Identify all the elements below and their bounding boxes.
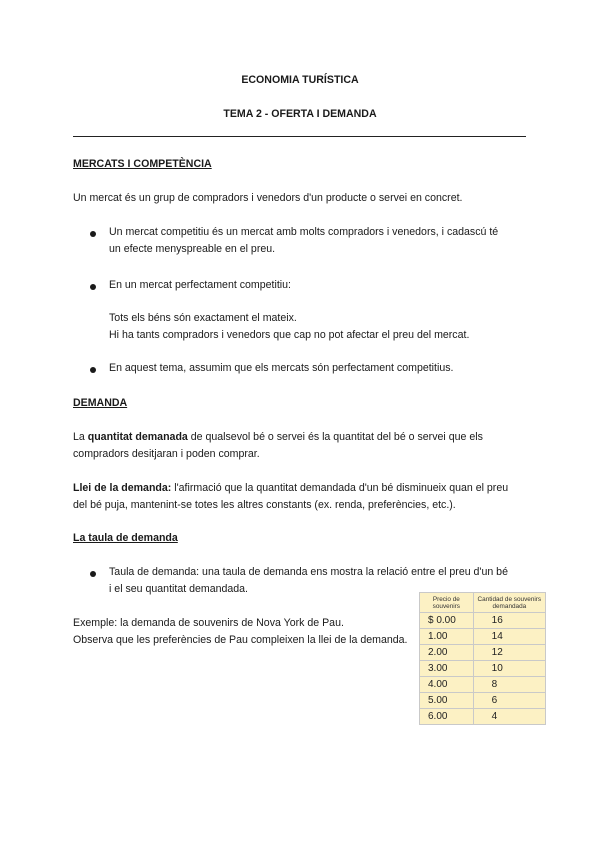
price-cell: 4.00 bbox=[420, 677, 474, 693]
header-divider bbox=[73, 136, 526, 137]
example-line2: Observa que les preferències de Pau compleixen la llei de la demanda. bbox=[73, 634, 408, 646]
markets-heading: MERCATS I COMPETÈNCIA bbox=[73, 158, 212, 170]
table-row bbox=[420, 693, 546, 709]
demand-heading: DEMANDA bbox=[73, 397, 128, 409]
bullet-icon bbox=[90, 571, 96, 577]
demand-table-heading: La taula de demanda bbox=[73, 532, 178, 544]
law-of-demand-term: Llei de la demanda: bbox=[73, 482, 172, 494]
quantity-cell: 8 bbox=[473, 677, 545, 693]
bullet-icon bbox=[90, 284, 96, 290]
demand-table bbox=[419, 592, 546, 725]
price-cell: 2.00 bbox=[420, 645, 474, 661]
topic-title: TEMA 2 - OFERTA I DEMANDA bbox=[223, 108, 377, 120]
course-title: ECONOMIA TURÍSTICA bbox=[241, 74, 359, 86]
table-bullet-line1: Taula de demanda: una taula de demanda ens mostra la relació entre el preu d'un bé bbox=[109, 566, 508, 578]
bullet-icon bbox=[90, 231, 96, 237]
quantity-demanded-line2: compradors desitjaran i poden comprar. bbox=[73, 448, 260, 460]
table-row bbox=[420, 677, 546, 693]
law-of-demand-line2: del bé puja, mantenint-se totes les altres constants (ex. renda, preferències, etc.). bbox=[73, 499, 456, 511]
table-row bbox=[420, 661, 546, 677]
quantity-cell: 6 bbox=[473, 693, 545, 709]
price-cell: 1.00 bbox=[420, 629, 474, 645]
bullet1-line1: Un mercat competitiu és un mercat amb molts compradors i venedors, i cadascú té bbox=[109, 226, 499, 238]
bullet1-line2: un efecte menyspreable en el preu. bbox=[109, 243, 276, 255]
example-line1: Exemple: la demanda de souvenirs de Nova York de Pau. bbox=[73, 617, 344, 629]
law-of-demand-line1: Llei de la demanda: l'afirmació que la quantitat demandada d'un bé disminueix quan el preu bbox=[73, 482, 509, 494]
demand-table-header-row bbox=[420, 593, 546, 613]
bullet2-text: En un mercat perfectament competitiu: bbox=[109, 279, 291, 291]
price-cell: 3.00 bbox=[420, 661, 474, 677]
quantity-demanded-term: quantitat demanada bbox=[87, 431, 188, 443]
table-row bbox=[420, 613, 546, 629]
quantity-column-header: Cantidad de souvenirs demandada bbox=[473, 593, 545, 613]
quantity-cell: 4 bbox=[473, 709, 545, 725]
price-cell: 6.00 bbox=[420, 709, 474, 725]
sub-point-1: Tots els béns són exactament el mateix. bbox=[109, 312, 297, 324]
bullet3-text: En aquest tema, assumim que els mercats són perfectament competitius. bbox=[109, 362, 454, 374]
price-column-header: Precio de souvenirs bbox=[420, 593, 474, 613]
quantity-demanded-line1: La quantitat demanada de qualsevol bé o servei és la quantitat del bé o servei que els bbox=[73, 431, 483, 443]
table-row bbox=[420, 629, 546, 645]
bullet-icon bbox=[90, 367, 96, 373]
sub-point-2: Hi ha tants compradors i venedors que cap no pot afectar el preu del mercat. bbox=[109, 329, 470, 341]
table-bullet-line2: i el seu quantitat demandada. bbox=[109, 583, 248, 595]
quantity-cell: 10 bbox=[473, 661, 545, 677]
table-row bbox=[420, 645, 546, 661]
markets-intro: Un mercat és un grup de compradors i venedors d'un producte o servei en concret. bbox=[73, 192, 463, 204]
quantity-cell: 12 bbox=[473, 645, 545, 661]
price-cell: $ 0.00 bbox=[420, 613, 474, 629]
table-row bbox=[420, 709, 546, 725]
quantity-cell: 14 bbox=[473, 629, 545, 645]
price-cell: 5.00 bbox=[420, 693, 474, 709]
quantity-cell: 16 bbox=[473, 613, 545, 629]
